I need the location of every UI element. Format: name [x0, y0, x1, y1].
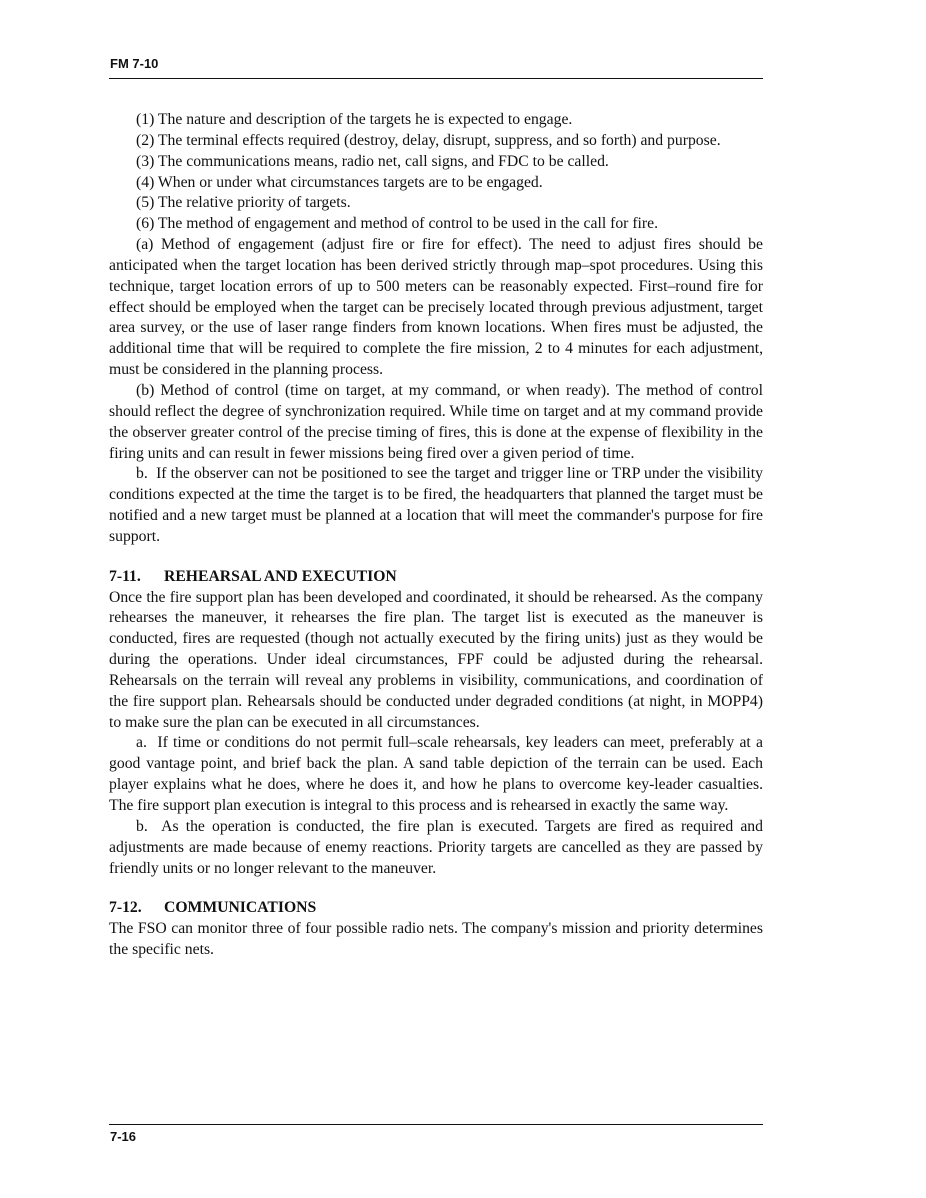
- rehearsal-para-b: b. As the operation is conducted, the fire plan is executed. Targets are fired as required and adjustments are made because of enemy reactions. Priority targets are cancelled as they are passed by friendly units or no longer relevant to the maneuver.: [109, 817, 763, 877]
- page-content: [109, 110, 763, 961]
- page-header: [109, 50, 763, 79]
- section-heading-communications: [109, 898, 763, 919]
- list-item: (2) The terminal effects required (destroy, delay, disrupt, suppress, and so forth) and purpose.: [136, 131, 721, 149]
- communications-intro-paragraph: The FSO can monitor three of four possible radio nets. The company's mission and priority determines the specific nets.: [109, 920, 763, 959]
- list-item: (3) The communications means, radio net, call signs, and FDC to be called.: [136, 152, 609, 170]
- list-item: (5) The relative priority of targets.: [136, 194, 351, 212]
- list-item: (4) When or under what circumstances targets are to be engaged.: [136, 173, 543, 191]
- method-of-engagement-paragraph: (a) Method of engagement (adjust fire or fire for effect). The need to adjust fires should be anticipated when the target location has been derived strictly through map–spot procedures. Using this technique, target location errors of up to 500 meters can be reasonably expected. First–round fire for effect should be employed when the target can be precisely located through previous adjustment, target area survey, or the use of laser range finders from known locations. When fires must be adjusted, the additional time that will be required to complete the fire mission, 2 to 4 minutes for each adjustment, must be considered in the planning process.: [109, 236, 763, 379]
- rehearsal-intro-paragraph: Once the fire support plan has been developed and coordinated, it should be rehearsed. As the company rehearses the maneuver, it rehearses the fire plan. The target list is executed as the maneuver is conducted, fires are requested (though not actually executed by the firing units) just as they would be during the operations. Under ideal circumstances, FPF could be adjusted during the rehearsal. Rehearsals on the terrain will reveal any problems in visibility, communications, and coordination of the fire support plan. Rehearsals should be conducted under degraded conditions (at night, in MOPP4) to make sure the plan can be executed in all circumstances.: [109, 588, 763, 731]
- section-title: REHEARSAL AND EXECUTION: [164, 567, 397, 585]
- page-footer: [109, 1124, 763, 1144]
- rehearsal-para-a: a. If time or conditions do not permit full–scale rehearsals, key leaders can meet, preferably at a good vantage point, and brief back the plan. A sand table depiction of the terrain can be used. Each player explains what he does, where he does it, and how he plans to overcome key-leader casualties. The fire support plan execution is integral to this process and is rehearsed in exactly the same way.: [109, 734, 763, 814]
- list-item: (1) The nature and description of the targets he is expected to engage.: [136, 111, 573, 128]
- list-item: (6) The method of engagement and method of control to be used in the call for fire.: [136, 215, 659, 233]
- method-of-control-paragraph: (b) Method of control (time on target, at my command, or when ready). The method of control should reflect the degree of synchronization required. While time on target and at my command provide the observer greater control of the precise timing of fires, this is done at the expense of flexibility in the firing units and can result in fewer missions being fired over a given period of time.: [109, 381, 763, 462]
- observer-position-paragraph: b. If the observer can not be positioned to see the target and trigger line or TRP under the visibility conditions expected at the time the target is to be fired, the headquarters that planned the target must be notified and a new target must be planned at a location that will meet the commander's purpose for fire support.: [109, 465, 763, 545]
- page-number: 7-16: [110, 1129, 137, 1144]
- section-title: COMMUNICATIONS: [164, 899, 317, 917]
- section-heading-rehearsal: [109, 567, 763, 588]
- section-number: 7-11.: [109, 567, 141, 585]
- manual-number: FM 7-10: [110, 56, 159, 71]
- section-number: 7-12.: [109, 899, 142, 917]
